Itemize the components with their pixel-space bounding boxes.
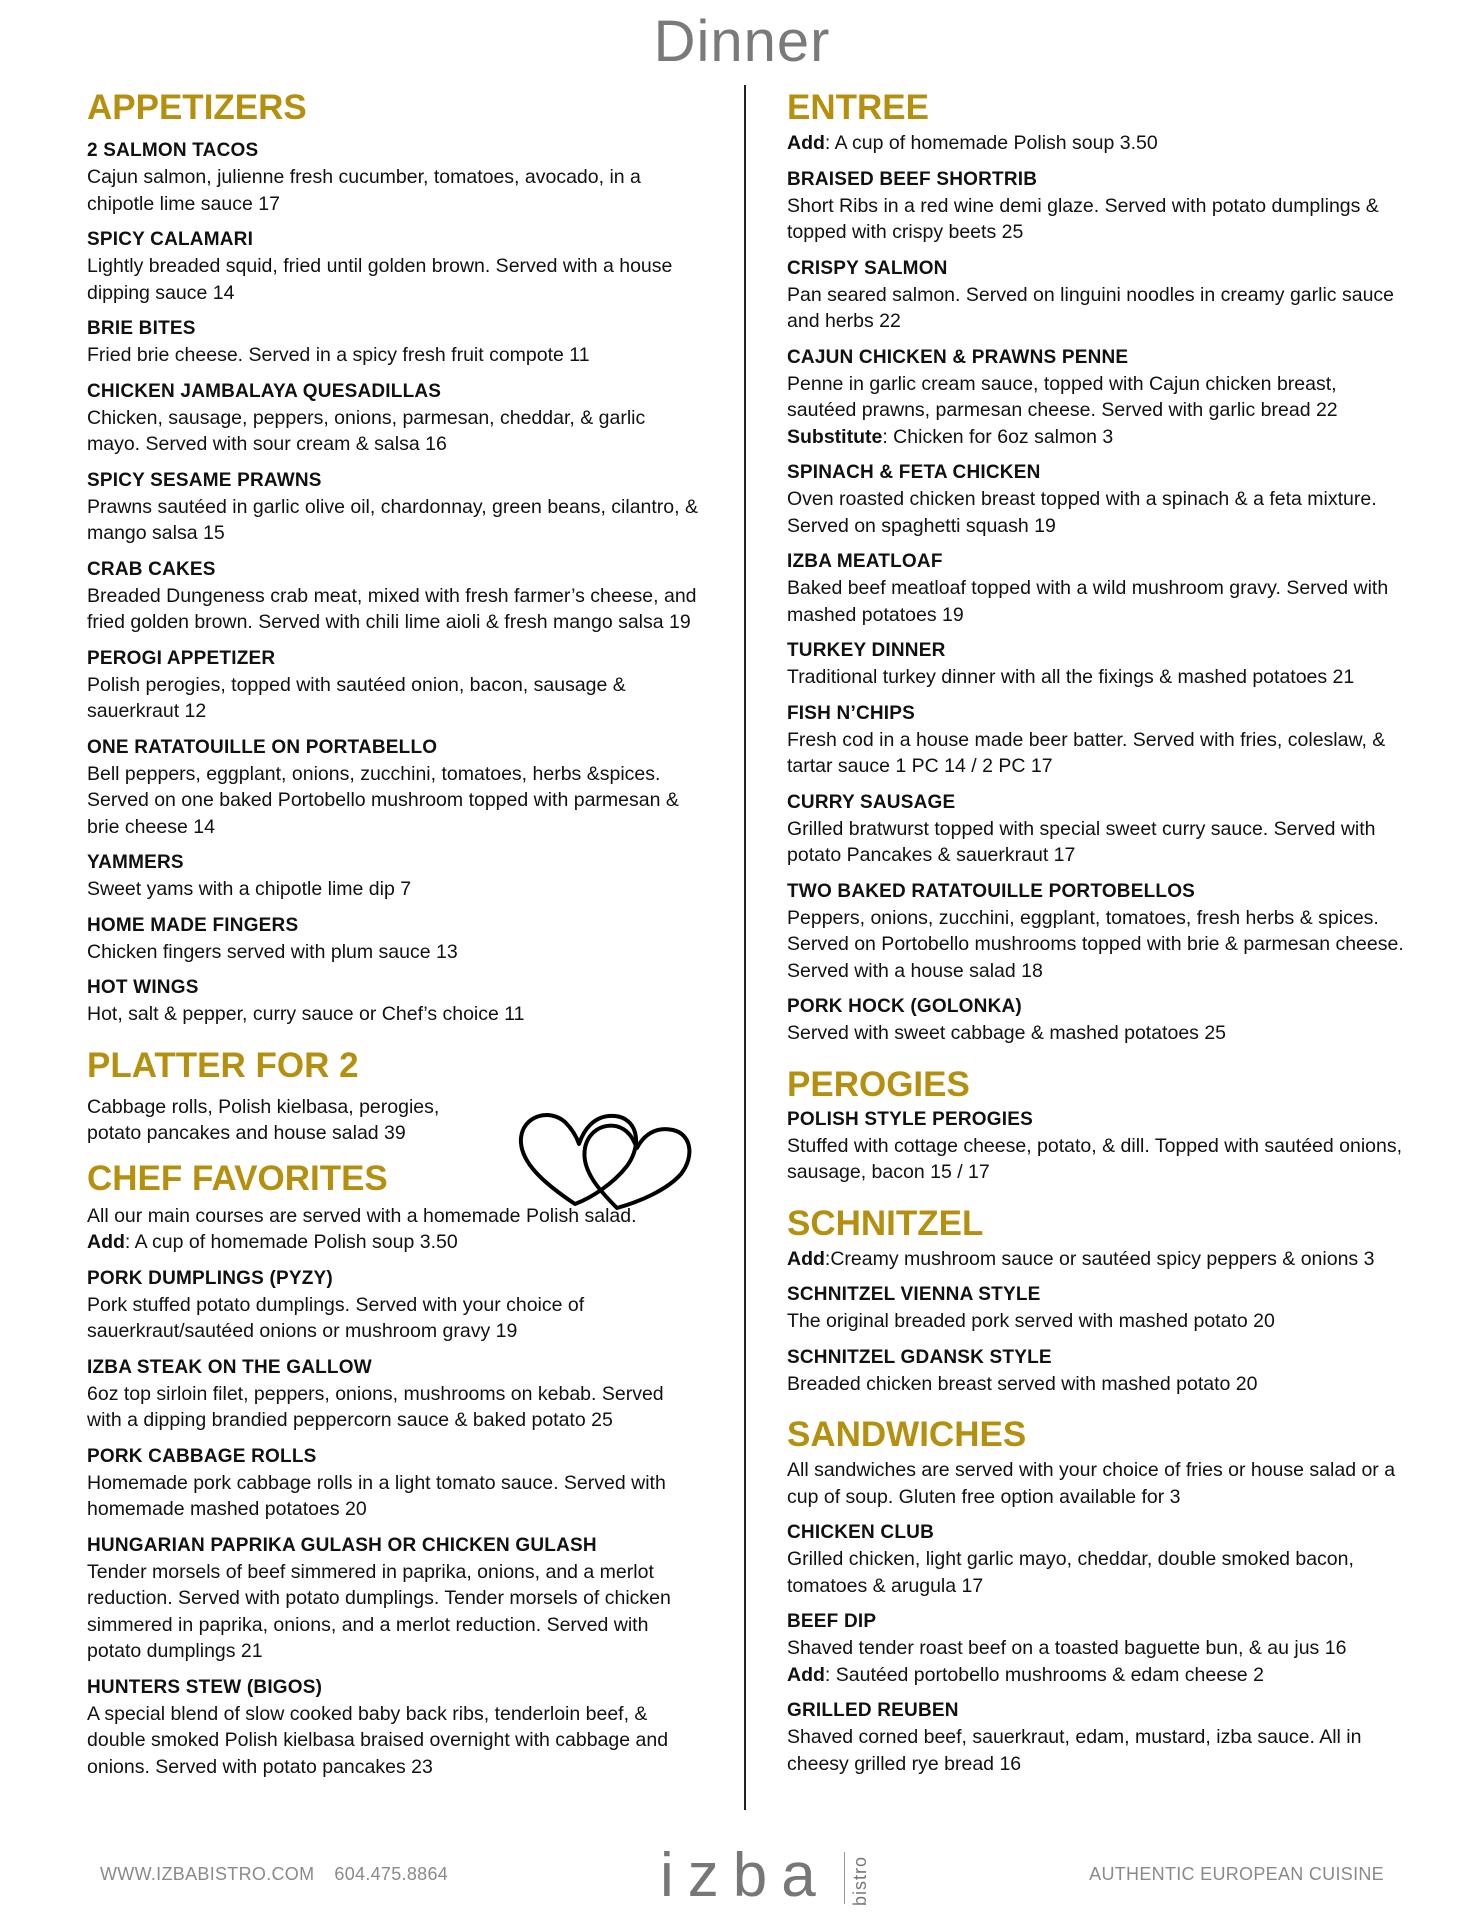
menu-item	[87, 646, 702, 725]
menu-item	[87, 227, 702, 306]
menu-item-name: SCHNITZEL GDANSK STYLE	[787, 1346, 1052, 1368]
appetizers-title: APPETIZERS	[87, 88, 307, 127]
entree-add-label: Add	[787, 132, 825, 154]
menu-item-extra-label: Substitute	[787, 425, 883, 448]
menu-item-name: PORK CABBAGE ROLLS	[87, 1445, 317, 1467]
menu-item-name: SPICY CALAMARI	[87, 229, 254, 250]
menu-item-name: BEEF DIP	[787, 1611, 877, 1632]
menu-item-desc: Grilled bratwurst topped with special sweet curry sauce. Served with potato Pancakes & sauerkraut 17	[787, 817, 1376, 866]
entree-add-line	[787, 130, 1407, 157]
menu-item	[87, 1533, 702, 1665]
logo-main: izba	[660, 1841, 830, 1910]
menu-item-desc: The original breaded pork served with mashed potato 20	[787, 1310, 1275, 1332]
menu-item-desc: Chicken fingers served with plum sauce 13	[87, 940, 458, 963]
menu-item-desc: Short Ribs in a red wine demi glaze. Served with potato dumplings & topped with crispy beets 25	[787, 194, 1379, 243]
footer	[0, 1841, 1484, 1910]
schnitzel-title: SCHNITZEL	[787, 1203, 984, 1243]
menu-item-name: FISH N’CHIPS	[787, 702, 916, 724]
platter-desc: Cabbage rolls, Polish kielbasa, perogies, potato pancakes and house salad 39	[87, 1095, 440, 1144]
website-link[interactable]: WWW.IZBABISTRO.COM	[100, 1864, 315, 1884]
menu-item	[787, 790, 1407, 869]
menu-item	[787, 994, 1407, 1047]
menu-item-desc: Homemade pork cabbage rolls in a light tomato sauce. Served with homemade mashed potatoes 20	[87, 1471, 666, 1520]
menu-item-name: BRIE BITES	[87, 318, 196, 339]
menu-item-name: CHICKEN CLUB	[787, 1522, 935, 1543]
menu-item-extra	[787, 424, 1407, 451]
menu-item	[787, 1609, 1407, 1688]
page-title: Dinner	[653, 9, 831, 74]
menu-item-name: 2 SALMON TACOS	[87, 140, 259, 161]
menu-item-desc: Prawns sautéed in garlic olive oil, chardonnay, green beans, cilantro, & mango salsa 15	[87, 495, 698, 544]
menu-item	[87, 735, 702, 841]
menu-item-name: SPICY SESAME PRAWNS	[87, 469, 322, 491]
menu-item-desc: Shaved tender roast beef on a toasted baguette bun, & au jus 16	[787, 1637, 1347, 1659]
menu-item-name: HOME MADE FINGERS	[87, 914, 299, 936]
menu-item	[787, 549, 1407, 628]
logo-divider	[844, 1852, 845, 1904]
menu-item	[87, 1355, 702, 1434]
chef-intro: All our main courses are served with a homemade Polish salad.	[87, 1204, 637, 1227]
menu-item-name: ONE RATATOUILLE ON PORTABELLO	[87, 736, 438, 758]
sandwiches-title: SANDWICHES	[787, 1415, 1027, 1454]
izba-logo	[660, 1840, 890, 1912]
menu-item-name: GRILLED REUBEN	[787, 1700, 959, 1721]
chef-add-label: Add	[87, 1231, 125, 1253]
menu-item-desc: Baked beef meatloaf topped with a wild mushroom gravy. Served with mashed potatoes 19	[787, 577, 1389, 626]
menu-item	[87, 1675, 702, 1781]
menu-item-name: IZBA STEAK ON THE GALLOW	[87, 1356, 372, 1378]
menu-item-name: HOT WINGS	[87, 977, 199, 998]
menu-item	[787, 1520, 1407, 1599]
menu-item-desc: Peppers, onions, zucchini, eggplant, tomatoes, fresh herbs & spices. Served on Portobello mushrooms topped with brie & parmesan cheese. Served with a house salad 18	[787, 906, 1404, 982]
phone-number[interactable]: 604.475.8864	[334, 1864, 449, 1884]
menu-item	[87, 468, 702, 547]
menu-item	[87, 850, 702, 903]
menu-item-desc: 6oz top sirloin filet, peppers, onions, mushrooms on kebab. Served with a dipping brandied peppercorn sauce & baked potato 25	[87, 1382, 664, 1431]
menu-item-extra	[787, 1662, 1407, 1689]
menu-item-desc: Bell peppers, eggplant, onions, zucchini, tomatoes, herbs &spices. Served on one baked Portobello mushroom topped with parmesan & brie cheese 14	[87, 762, 679, 838]
menu-item	[87, 1266, 702, 1345]
menu-item-name: SPINACH & FETA CHICKEN	[787, 462, 1041, 483]
menu-item	[787, 460, 1407, 539]
menu-item	[787, 167, 1407, 246]
menu-item-name: PEROGI APPETIZER	[87, 647, 276, 669]
menu-item-extra-label: Add	[787, 1663, 825, 1686]
schnitzel-add-line	[787, 1246, 1407, 1273]
menu-item-name: PORK DUMPLINGS (PYZY)	[87, 1267, 333, 1289]
menu-item-desc: Stuffed with cottage cheese, potato, & dill. Topped with sautéed onions, sausage, bacon 15 / 17	[787, 1134, 1403, 1183]
menu-item-desc: Oven roasted chicken breast topped with a spinach & a feta mixture. Served on spaghetti squash 19	[787, 488, 1377, 537]
menu-item-name: CHICKEN JAMBALAYA QUESADILLAS	[87, 380, 442, 402]
menu-item-desc: Served with sweet cabbage & mashed potatoes 25	[787, 1022, 1227, 1044]
chef-add-line	[87, 1229, 702, 1256]
menu-item-name: CURRY SAUSAGE	[787, 791, 956, 813]
menu-item-extra-text: : Sautéed portobello mushrooms & edam cheese 2	[824, 1663, 1264, 1686]
menu-item	[87, 316, 702, 369]
menu-item	[87, 913, 702, 966]
two-hearts-icon	[515, 1104, 695, 1216]
menu-item	[787, 345, 1407, 451]
menu-item-desc: Lightly breaded squid, fried until golden brown. Served with a house dipping sauce 14	[87, 255, 673, 304]
menu-item	[87, 379, 702, 458]
menu-item-desc: Grilled chicken, light garlic mayo, cheddar, double smoked bacon, tomatoes & arugula 17	[787, 1548, 1354, 1597]
menu-item-desc: Sweet yams with a chipotle lime dip 7	[87, 878, 412, 900]
footer-contact	[100, 1864, 468, 1885]
menu-item-name: TURKEY DINNER	[787, 640, 946, 661]
entree-title: ENTREE	[787, 88, 929, 127]
menu-item-desc: Pan seared salmon. Served on linguini noodles in creamy garlic sauce and herbs 22	[787, 283, 1395, 332]
menu-item-name: BRAISED BEEF SHORTRIB	[787, 168, 1038, 190]
right-column	[787, 88, 1407, 1777]
menu-item-name: SCHNITZEL VIENNA STYLE	[787, 1284, 1041, 1305]
menu-item-desc: Hot, salt & pepper, curry sauce or Chef’s choice 11	[87, 1003, 525, 1025]
chef-list	[87, 1266, 702, 1781]
menu-item-name: TWO BAKED RATATOUILLE PORTOBELLOS	[787, 880, 1196, 902]
schnitzel-list	[787, 1282, 1407, 1397]
sandwiches-list	[787, 1520, 1407, 1777]
perogies-title: PEROGIES	[787, 1064, 970, 1104]
menu-item-desc: Cajun salmon, julienne fresh cucumber, tomatoes, avocado, in a chipotle lime sauce 17	[87, 166, 641, 215]
menu-item-desc: Polish perogies, topped with sautéed onion, bacon, sausage & sauerkraut 12	[87, 673, 626, 722]
menu-item-desc: A special blend of slow cooked baby back ribs, tenderloin beef, & double smoked Polish kielbasa braised overnight with cabbage and onions. Served with potato pancakes 23	[87, 1702, 669, 1778]
menu-item-name: PORK HOCK (GOLONKA)	[787, 996, 1022, 1017]
chef-add-text: : A cup of homemade Polish soup 3.50	[124, 1231, 458, 1253]
menu-item-name: CRISPY SALMON	[787, 257, 948, 279]
menu-item-name: POLISH STYLE PEROGIES	[787, 1108, 1033, 1130]
menu-item-desc: Breaded Dungeness crab meat, mixed with fresh farmer’s cheese, and fried golden brown. Served with chili lime aioli & fresh mango salsa 19	[87, 584, 697, 633]
entree-list	[787, 167, 1407, 1047]
perogies-list	[787, 1107, 1407, 1186]
schnitzel-add-text: :Creamy mushroom sauce or sautéed spicy peppers & onions 3	[824, 1247, 1375, 1270]
entree-add-text: : A cup of homemade Polish soup 3.50	[824, 132, 1158, 154]
appetizers-list	[87, 138, 702, 1028]
menu-item-extra-text: : Chicken for 6oz salmon 3	[882, 425, 1114, 448]
menu-item	[87, 557, 702, 636]
menu-item-desc: Penne in garlic cream sauce, topped with Cajun chicken breast, sautéed prawns, parmesan cheese. Served with garlic bread 22	[787, 372, 1338, 421]
column-divider	[744, 85, 746, 1810]
menu-item-name: HUNGARIAN PAPRIKA GULASH OR CHICKEN GULASH	[87, 1534, 597, 1556]
menu-item	[87, 975, 702, 1028]
menu-item	[787, 1107, 1407, 1186]
menu-item-desc: Chicken, sausage, peppers, onions, parmesan, cheddar, & garlic mayo. Served with sour cream & salsa 16	[87, 406, 646, 455]
menu-item	[787, 638, 1407, 691]
menu-item-name: YAMMERS	[87, 852, 184, 873]
left-column	[87, 88, 702, 1780]
menu-item-desc: Breaded chicken breast served with mashed potato 20	[787, 1372, 1258, 1395]
menu-item-desc: Shaved corned beef, sauerkraut, edam, mustard, izba sauce. All in cheesy grilled rye bread 16	[787, 1726, 1362, 1775]
platter-section	[87, 1094, 702, 1147]
menu-item	[87, 138, 702, 217]
menu-item-desc: Fresh cod in a house made beer batter. Served with fries, coleslaw, & tartar sauce 1 PC 14 / 2 PC 17	[787, 728, 1386, 777]
menu-item	[787, 879, 1407, 985]
menu-item	[787, 1345, 1407, 1398]
menu-item-name: IZBA MEATLOAF	[787, 551, 943, 572]
menu-item	[787, 1282, 1407, 1335]
menu-item-name: HUNTERS STEW (BIGOS)	[87, 1676, 323, 1698]
menu-item-desc: Pork stuffed potato dumplings. Served with your choice of sauerkraut/sautéed onions or mushroom gravy 19	[87, 1293, 585, 1342]
sandwiches-intro: All sandwiches are served with your choice of fries or house salad or a cup of soup. Gluten free option available for 3	[787, 1459, 1396, 1508]
menu-item	[787, 701, 1407, 780]
menu-item	[787, 256, 1407, 335]
platter-title: PLATTER FOR 2	[87, 1045, 359, 1085]
menu-item	[787, 1698, 1407, 1777]
schnitzel-add-label: Add	[787, 1247, 825, 1270]
menu-item-desc: Traditional turkey dinner with all the fixings & mashed potatoes 21	[787, 666, 1355, 688]
chef-favorites-title: CHEF FAVORITES	[87, 1158, 388, 1198]
menu-item-desc: Tender morsels of beef simmered in paprika, onions, and a merlot reduction. Served with potato dumplings. Tender morsels of chicken simmered in paprika, onions, and a merlot reduction. Served with potato dumplings 21	[87, 1560, 671, 1662]
logo-sub: bistro	[850, 1855, 870, 1906]
menu-item-name: CRAB CAKES	[87, 558, 216, 580]
menu-item-name: CAJUN CHICKEN & PRAWNS PENNE	[787, 346, 1129, 368]
menu-item	[87, 1444, 702, 1523]
menu-item-desc: Fried brie cheese. Served in a spicy fresh fruit compote 11	[87, 344, 590, 366]
footer-tagline: AUTHENTIC EUROPEAN CUISINE	[1089, 1864, 1384, 1884]
